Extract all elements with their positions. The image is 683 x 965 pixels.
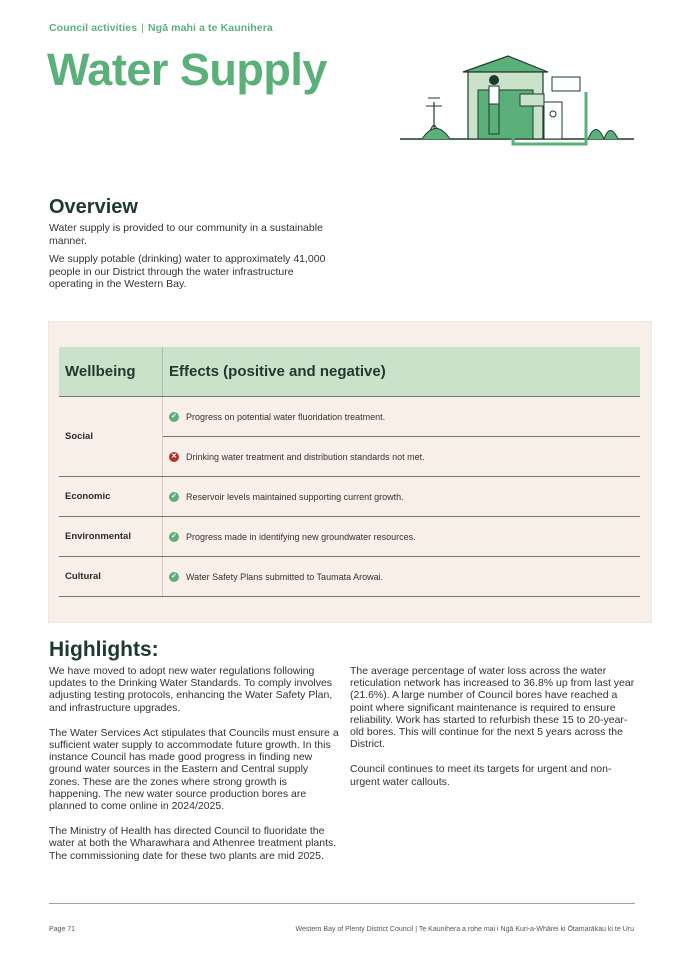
- page-number: Page 71: [49, 926, 76, 933]
- breadcrumb-section: Council activities: [49, 22, 138, 34]
- table-row-economic: [59, 477, 640, 517]
- wellbeing-label: Environmental: [59, 517, 163, 556]
- highlight-paragraph: The Water Services Act stipulates that Councils must ensure a sufficient water supply to accommodate future growth. In this instance Council has made good progress in finding new ground water sources in the Eastern and Central supply zones. These are the zones where strong growth is happening. The new water source production bores are planned to come online in 2024/2025.: [49, 726, 339, 813]
- table-row-social: [59, 397, 640, 477]
- breadcrumb-separator: |: [141, 22, 144, 34]
- effects-column-header: Effects (positive and negative): [169, 363, 386, 380]
- effect-text: Water Safety Plans submitted to Taumata Arowai.: [186, 571, 384, 582]
- breadcrumb-section-maori: Ngā mahi a te Kaunihera: [148, 22, 273, 34]
- overview-heading: Overview: [49, 196, 138, 218]
- page-title: Water Supply: [47, 44, 327, 95]
- wellbeing-column-header: Wellbeing: [59, 347, 163, 396]
- cross-circle-icon: ✕: [169, 452, 179, 462]
- effect-text: Progress made in identifying new groundwater resources.: [186, 531, 416, 542]
- wellbeing-effects-table: [59, 347, 640, 597]
- highlight-paragraph: Council continues to meet its targets for urgent and non-urgent water callouts.: [350, 763, 612, 788]
- check-circle-icon: ✓: [169, 572, 179, 582]
- breadcrumb: [49, 22, 273, 34]
- wellbeing-label: Cultural: [59, 557, 163, 596]
- wellbeing-label: Social: [59, 397, 163, 476]
- effect-text: Drinking water treatment and distribution standards not met.: [186, 451, 425, 462]
- overview-paragraph: Water supply is provided to our community in a sustainable manner.: [49, 222, 323, 247]
- table-row-cultural: [59, 557, 640, 597]
- highlights-left-column: [49, 665, 339, 875]
- overview-paragraph: We supply potable (drinking) water to approximately 41,000 people in our District through the water infrastructure operating in the Western Bay.: [49, 253, 326, 290]
- water-pump-house-illustration: [398, 52, 638, 152]
- highlights-right-column: [350, 665, 640, 801]
- table-row-environmental: [59, 517, 640, 557]
- effect-item: [163, 436, 640, 476]
- overview-text: [49, 222, 329, 297]
- footer-divider: [49, 903, 635, 904]
- effect-item: [163, 477, 640, 516]
- effect-text: Progress on potential water fluoridation treatment.: [186, 411, 386, 422]
- publication-name: Western Bay of Plenty District Council | Te Kaunihera a rohe mai i Ngā Kuri-a-Whārei ki Ōtamarākau ki te Uru: [295, 926, 634, 933]
- effect-item: [163, 397, 640, 436]
- highlights-heading: Highlights:: [49, 638, 159, 661]
- highlight-paragraph: We have moved to adopt new water regulations following updates to the Drinking Water Standards. To comply involves adjusting testing protocols, enhancing the Water Safety Plan, and infrastructure upgrades.: [49, 665, 333, 714]
- check-circle-icon: ✓: [169, 532, 179, 542]
- wellbeing-table-panel: [48, 321, 652, 623]
- effect-item: [163, 517, 640, 556]
- highlight-paragraph: The Ministry of Health has directed Council to fluoridate the water at both the Wharawhara and Athenree treatment plants. The commissioning date for these two plants are mid 2025.: [49, 825, 337, 862]
- effect-text: Reservoir levels maintained supporting current growth.: [186, 491, 404, 502]
- effect-item: [163, 557, 640, 596]
- check-circle-icon: ✓: [169, 412, 179, 422]
- wellbeing-label: Economic: [59, 477, 163, 516]
- highlight-paragraph: The average percentage of water loss across the water reticulation network has increased to 36.8% up from last year (21.6%). A large number of Council bores have reached a point where significant maintenance is required to ensure reliability. Work has started to refurbish these 15 to 20-year-old bores. This will continue for the next 5 years across the District.: [350, 665, 635, 751]
- table-header-row: [59, 347, 640, 397]
- check-circle-icon: ✓: [169, 492, 179, 502]
